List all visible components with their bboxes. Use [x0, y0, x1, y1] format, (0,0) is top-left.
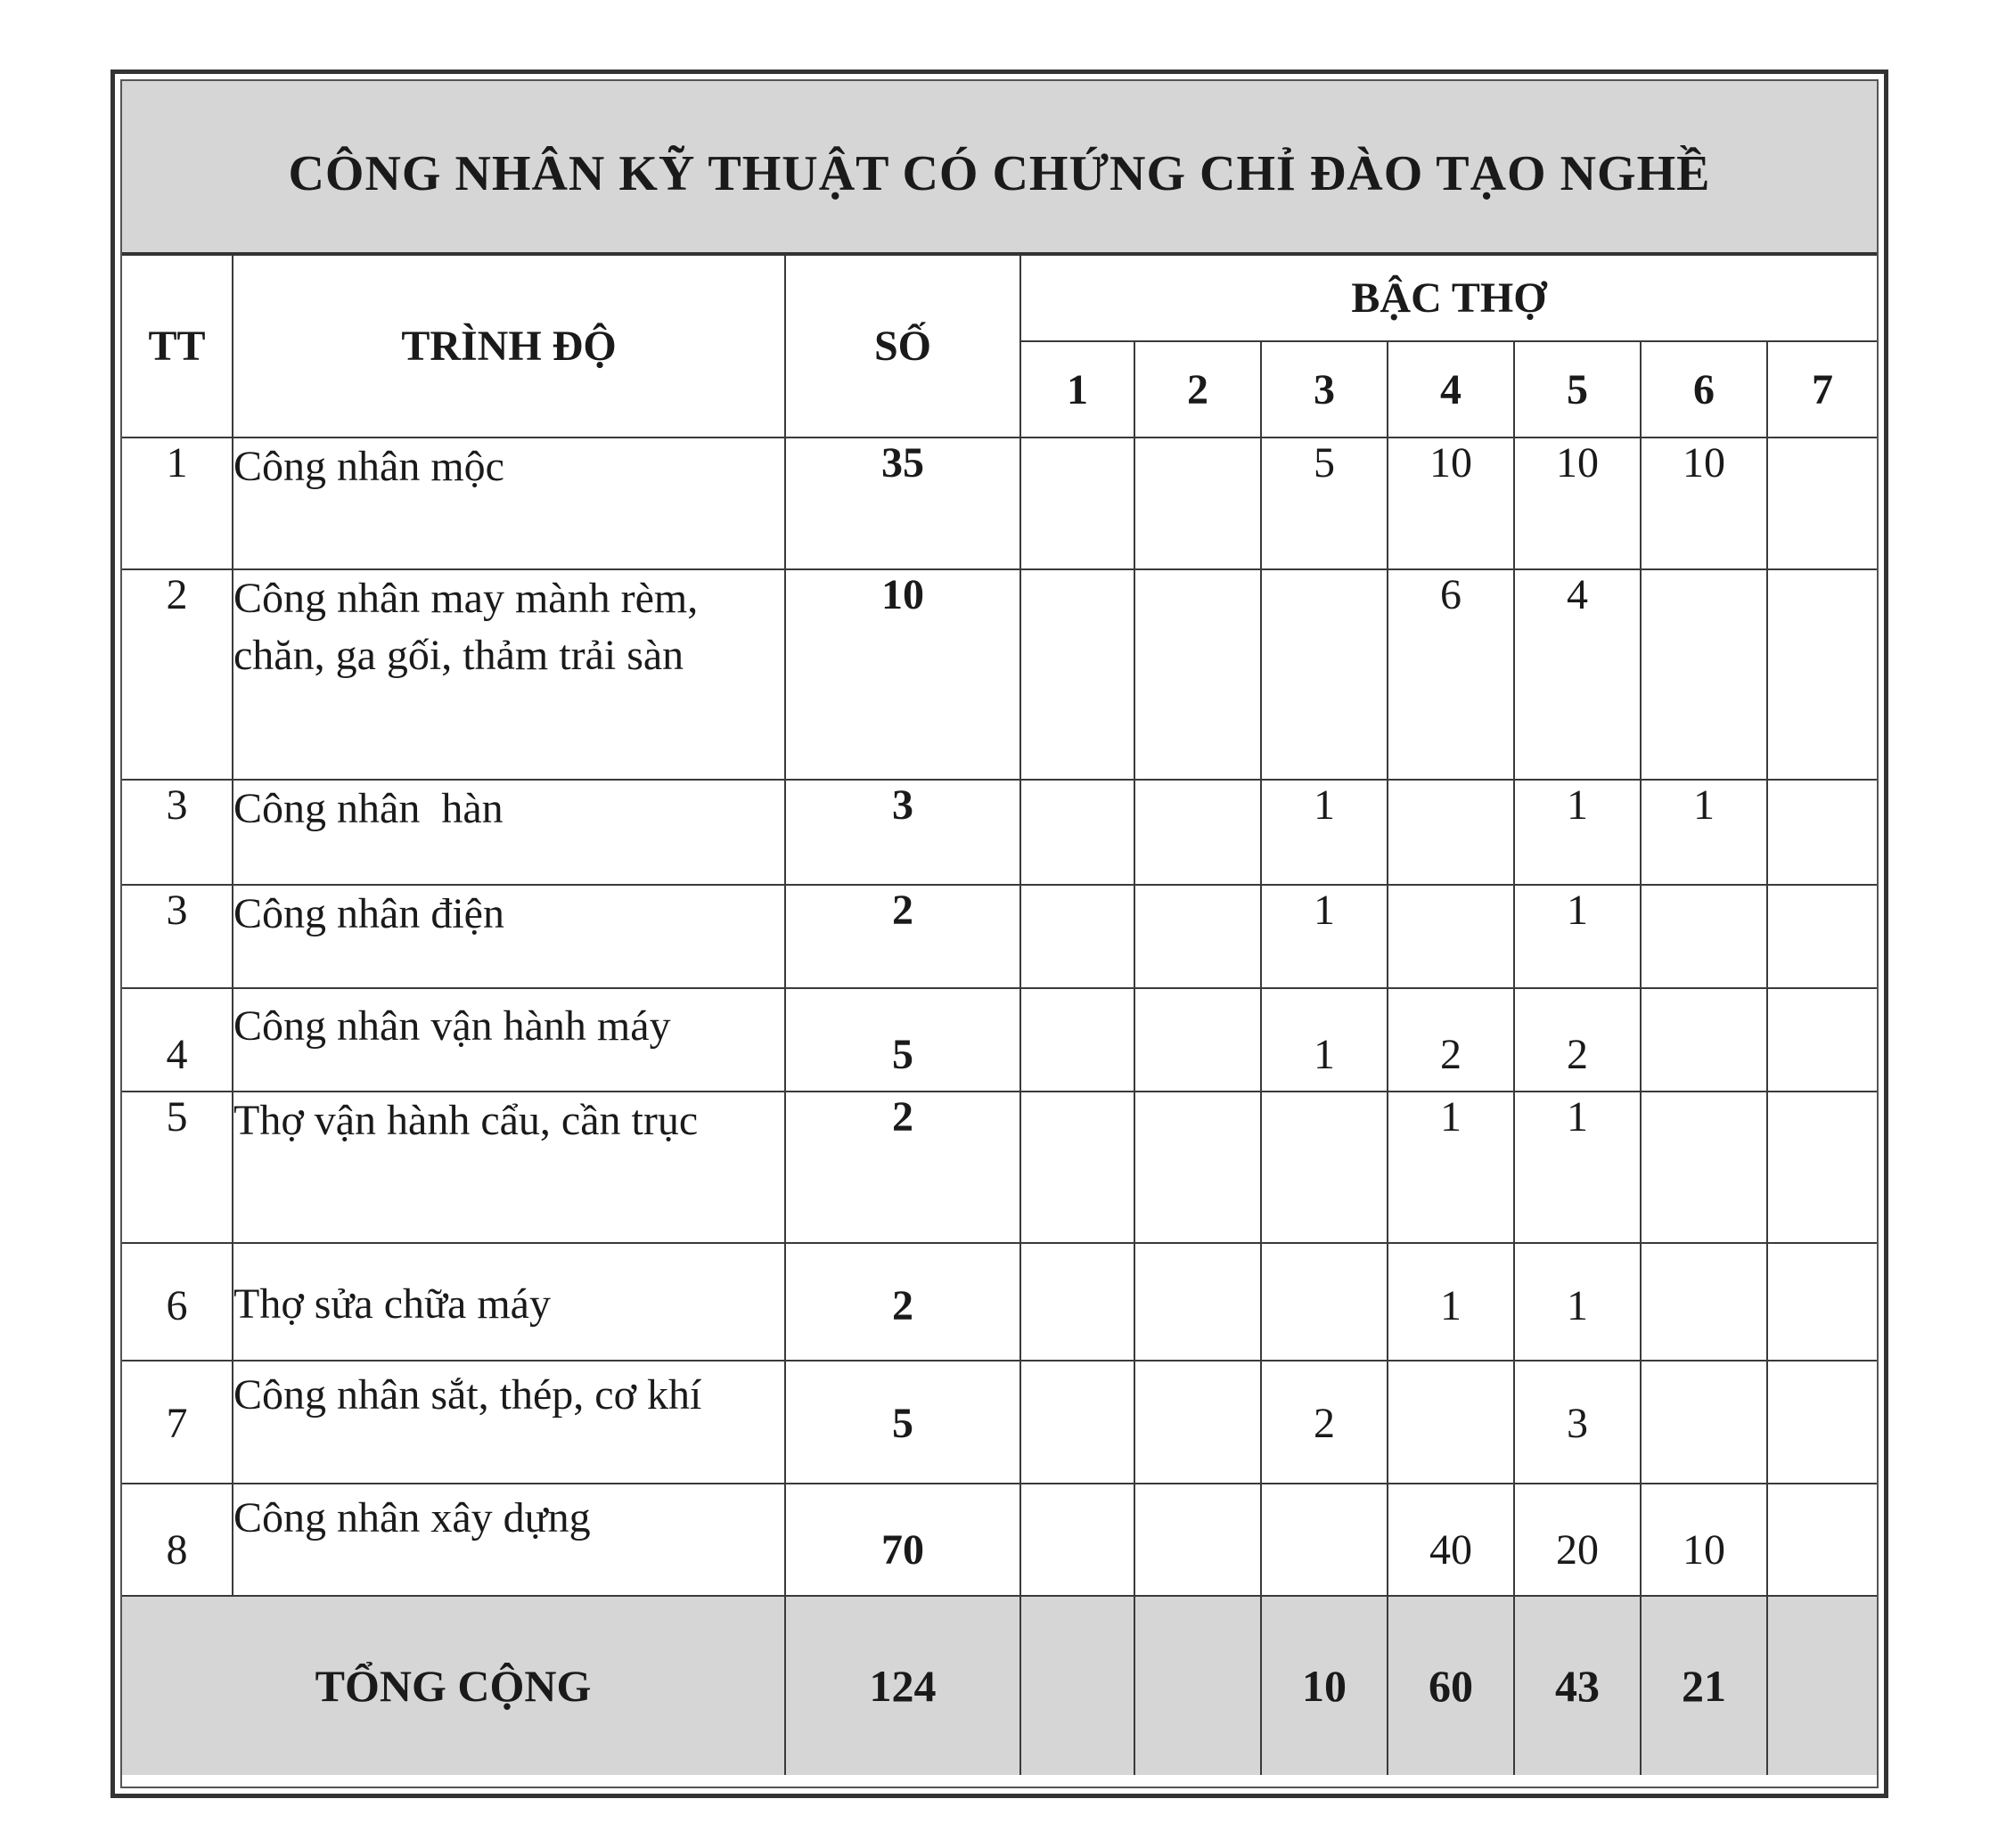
header-count: SỐ: [785, 256, 1020, 437]
row-grade-6: 10: [1641, 1484, 1767, 1596]
row-count: 70: [785, 1484, 1020, 1596]
total-label: TỔNG CỘNG: [122, 1596, 785, 1775]
row-count: 5: [785, 988, 1020, 1092]
table-row: [122, 1092, 1877, 1243]
row-grade-3: [1261, 1092, 1388, 1243]
title-band: [122, 81, 1877, 256]
row-grade-2: [1134, 1243, 1261, 1361]
row-grade-1: [1020, 437, 1134, 569]
row-grade-1: [1020, 988, 1134, 1092]
table-row: [122, 569, 1877, 780]
row-grade-5: 4: [1514, 569, 1641, 780]
row-grade-3: [1261, 569, 1388, 780]
row-grade-7: [1767, 885, 1877, 988]
row-grade-1: [1020, 569, 1134, 780]
row-grade-3: [1261, 1243, 1388, 1361]
row-tt: 5: [122, 1092, 233, 1243]
table-row: [122, 780, 1877, 885]
row-grade-7: [1767, 1484, 1877, 1596]
total-grade-5: 43: [1514, 1596, 1641, 1775]
row-grade-4: 10: [1388, 437, 1514, 569]
row-grade-4: 1: [1388, 1243, 1514, 1361]
row-name: Công nhân xây dựng: [233, 1484, 785, 1596]
row-grade-2: [1134, 988, 1261, 1092]
row-grade-6: [1641, 569, 1767, 780]
row-grade-4: 2: [1388, 988, 1514, 1092]
row-grade-3: 5: [1261, 437, 1388, 569]
header-level: TRÌNH ĐỘ: [233, 256, 785, 437]
row-grade-6: [1641, 1361, 1767, 1484]
row-name: Công nhân sắt, thép, cơ khí: [233, 1361, 785, 1484]
row-count: 2: [785, 885, 1020, 988]
row-count: 3: [785, 780, 1020, 885]
row-name: Công nhân may mành rèm, chăn, ga gối, thảm trải sàn: [233, 569, 785, 780]
row-grade-1: [1020, 1092, 1134, 1243]
row-grade-6: [1641, 885, 1767, 988]
header-grade-2: 2: [1134, 341, 1261, 437]
row-grade-4: 6: [1388, 569, 1514, 780]
total-row: [122, 1596, 1877, 1775]
row-count: 2: [785, 1092, 1020, 1243]
table-frame: [111, 70, 1888, 1798]
total-grade-4: 60: [1388, 1596, 1514, 1775]
table-title: CÔNG NHÂN KỸ THUẬT CÓ CHỨNG CHỈ ĐÀO TẠO NGHỀ: [288, 146, 1711, 201]
row-grade-3: [1261, 1484, 1388, 1596]
row-grade-6: [1641, 988, 1767, 1092]
row-grade-6: 10: [1641, 437, 1767, 569]
row-name: Thợ sửa chữa máy: [233, 1243, 785, 1361]
row-count: 5: [785, 1361, 1020, 1484]
row-grade-7: [1767, 1361, 1877, 1484]
total-grade-6: 21: [1641, 1596, 1767, 1775]
row-count: 10: [785, 569, 1020, 780]
row-grade-7: [1767, 1243, 1877, 1361]
row-grade-3: 2: [1261, 1361, 1388, 1484]
row-tt: 7: [122, 1361, 233, 1484]
row-grade-1: [1020, 1243, 1134, 1361]
row-tt: 6: [122, 1243, 233, 1361]
row-grade-2: [1134, 780, 1261, 885]
header-grade-7: 7: [1767, 341, 1877, 437]
total-count: 124: [785, 1596, 1020, 1775]
row-tt: 4: [122, 988, 233, 1092]
row-grade-1: [1020, 780, 1134, 885]
row-grade-2: [1134, 1361, 1261, 1484]
table-row: [122, 988, 1877, 1092]
row-name: Công nhân mộc: [233, 437, 785, 569]
row-grade-6: [1641, 1092, 1767, 1243]
row-grade-4: 40: [1388, 1484, 1514, 1596]
row-grade-2: [1134, 437, 1261, 569]
row-grade-2: [1134, 885, 1261, 988]
row-grade-7: [1767, 988, 1877, 1092]
row-grade-3: 1: [1261, 988, 1388, 1092]
row-grade-1: [1020, 1361, 1134, 1484]
row-grade-4: [1388, 885, 1514, 988]
header-grade-1: 1: [1020, 341, 1134, 437]
row-tt: 8: [122, 1484, 233, 1596]
total-grade-1: [1020, 1596, 1134, 1775]
row-grade-6: [1641, 1243, 1767, 1361]
row-grade-3: 1: [1261, 780, 1388, 885]
total-grade-2: [1134, 1596, 1261, 1775]
row-grade-7: [1767, 780, 1877, 885]
row-tt: 1: [122, 437, 233, 569]
row-grade-5: 1: [1514, 1092, 1641, 1243]
row-grade-5: 2: [1514, 988, 1641, 1092]
row-grade-7: [1767, 437, 1877, 569]
row-name: Công nhân điện: [233, 885, 785, 988]
row-grade-5: 1: [1514, 1243, 1641, 1361]
row-grade-4: [1388, 1361, 1514, 1484]
row-grade-5: 3: [1514, 1361, 1641, 1484]
row-grade-7: [1767, 1092, 1877, 1243]
table-row: [122, 437, 1877, 569]
row-grade-5: 1: [1514, 885, 1641, 988]
row-grade-4: 1: [1388, 1092, 1514, 1243]
table-row: [122, 885, 1877, 988]
total-grade-7: [1767, 1596, 1877, 1775]
row-grade-5: 1: [1514, 780, 1641, 885]
header-grade-3: 3: [1261, 341, 1388, 437]
workers-table: [122, 256, 1877, 1775]
header-grade-5: 5: [1514, 341, 1641, 437]
row-count: 35: [785, 437, 1020, 569]
row-grade-7: [1767, 569, 1877, 780]
total-grade-3: 10: [1261, 1596, 1388, 1775]
row-grade-1: [1020, 1484, 1134, 1596]
table-row: [122, 1484, 1877, 1596]
row-grade-2: [1134, 569, 1261, 780]
table-row: [122, 1361, 1877, 1484]
header-row-top: [122, 256, 1877, 341]
table-frame-inner: [120, 79, 1879, 1788]
row-grade-3: 1: [1261, 885, 1388, 988]
row-count: 2: [785, 1243, 1020, 1361]
row-grade-5: 10: [1514, 437, 1641, 569]
row-tt: 3: [122, 885, 233, 988]
row-grade-5: 20: [1514, 1484, 1641, 1596]
row-tt: 2: [122, 569, 233, 780]
row-grade-4: [1388, 780, 1514, 885]
header-grade-4: 4: [1388, 341, 1514, 437]
row-name: Thợ vận hành cẩu, cần trục: [233, 1092, 785, 1243]
row-name: Công nhân hàn: [233, 780, 785, 885]
row-grade-6: 1: [1641, 780, 1767, 885]
row-grade-1: [1020, 885, 1134, 988]
row-name: Công nhân vận hành máy: [233, 988, 785, 1092]
header-tt: TT: [122, 256, 233, 437]
header-grade-6: 6: [1641, 341, 1767, 437]
header-grade-group: BẬC THỢ: [1020, 256, 1877, 341]
row-tt: 3: [122, 780, 233, 885]
table-row: [122, 1243, 1877, 1361]
row-grade-2: [1134, 1484, 1261, 1596]
row-grade-2: [1134, 1092, 1261, 1243]
